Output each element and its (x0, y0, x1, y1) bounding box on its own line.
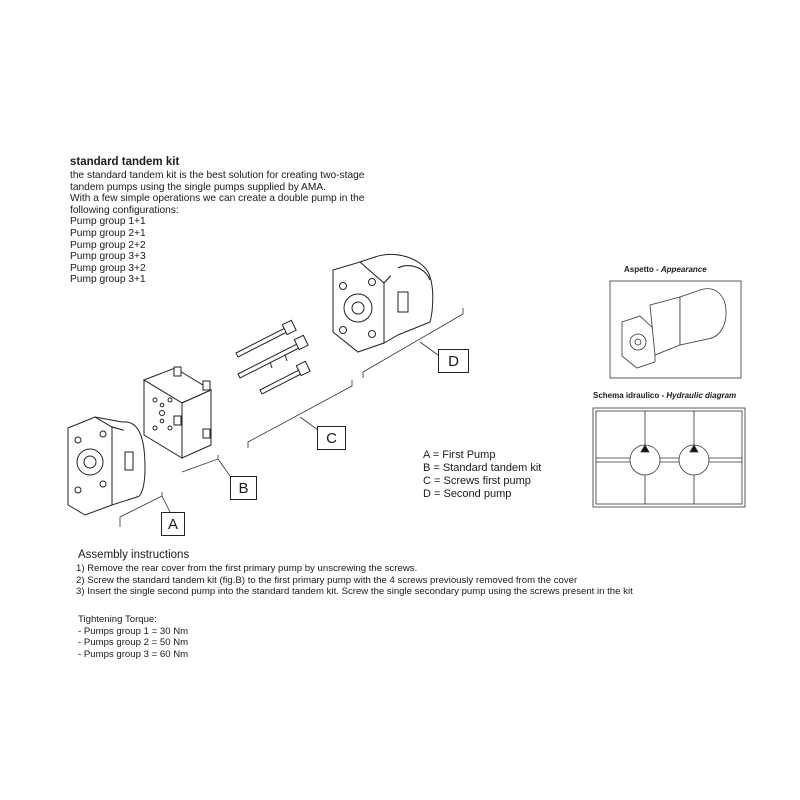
config-item: Pump group 1+1 (70, 216, 146, 228)
appearance-label-en: Appearance (660, 265, 707, 274)
parts-legend (423, 449, 541, 501)
config-item: Pump group 2+2 (70, 239, 146, 251)
hydraulic-diagram (593, 408, 745, 507)
callout-a: A (161, 512, 185, 536)
torque-section (78, 614, 188, 660)
kit-title: standard tandem kit (70, 156, 180, 168)
torque-item: - Pumps group 2 = 50 Nm (78, 637, 189, 649)
config-item: Pump group 2+1 (70, 227, 146, 239)
callout-c: C (317, 426, 346, 450)
appearance-photo (610, 281, 741, 378)
config-item: Pump group 3+3 (70, 251, 146, 263)
intro-line: tandem pumps using the single pumps supplied by AMA. (70, 181, 326, 193)
appearance-label: Aspetto - (624, 265, 661, 274)
torque-item: - Pumps group 1 = 30 Nm (78, 625, 189, 637)
config-item: Pump group 3+1 (70, 274, 146, 286)
legend-item: B = Standard tandem kit (423, 462, 542, 474)
assembly-step: 1) Remove the rear cover from the first primary pump by unscrewing the screws. (76, 563, 418, 574)
intro-line: With a few simple operations we can create a double pump in the (70, 193, 365, 205)
callout-d: D (438, 349, 469, 373)
torque-item: - Pumps group 3 = 60 Nm (78, 648, 189, 660)
first-pump-drawing (68, 417, 145, 515)
legend-item: C = Screws first pump (423, 475, 531, 487)
tandem-kit-drawing (144, 367, 211, 458)
legend-item: A = First Pump (423, 449, 496, 461)
assembly-step: 2) Screw the standard tandem kit (fig.B) to the first primary pump with the 4 screws previously removed from the cover (76, 574, 578, 586)
screws-drawing (236, 320, 310, 394)
torque-title: Tightening Torque: (78, 614, 157, 625)
assembly-step: 3) Insert the single second pump into the standard tandem kit. Screw the single secondary pump using the screws present in the kit (76, 586, 633, 598)
assembly-steps (76, 563, 633, 598)
hydraulic-label: Schema idraulico - (593, 391, 667, 400)
legend-item: D = Second pump (423, 488, 512, 500)
intro-text (70, 170, 410, 286)
callout-b: B (230, 476, 257, 500)
appearance-caption (624, 265, 707, 274)
assembly-title: Assembly instructions (78, 549, 190, 561)
hydraulic-caption (593, 391, 736, 400)
config-item: Pump group 3+2 (70, 262, 146, 274)
hydraulic-label-en: Hydraulic diagram (666, 391, 737, 400)
intro-line: the standard tandem kit is the best solution for creating two-stage (70, 170, 365, 181)
intro-line: following configurations: (70, 204, 179, 216)
